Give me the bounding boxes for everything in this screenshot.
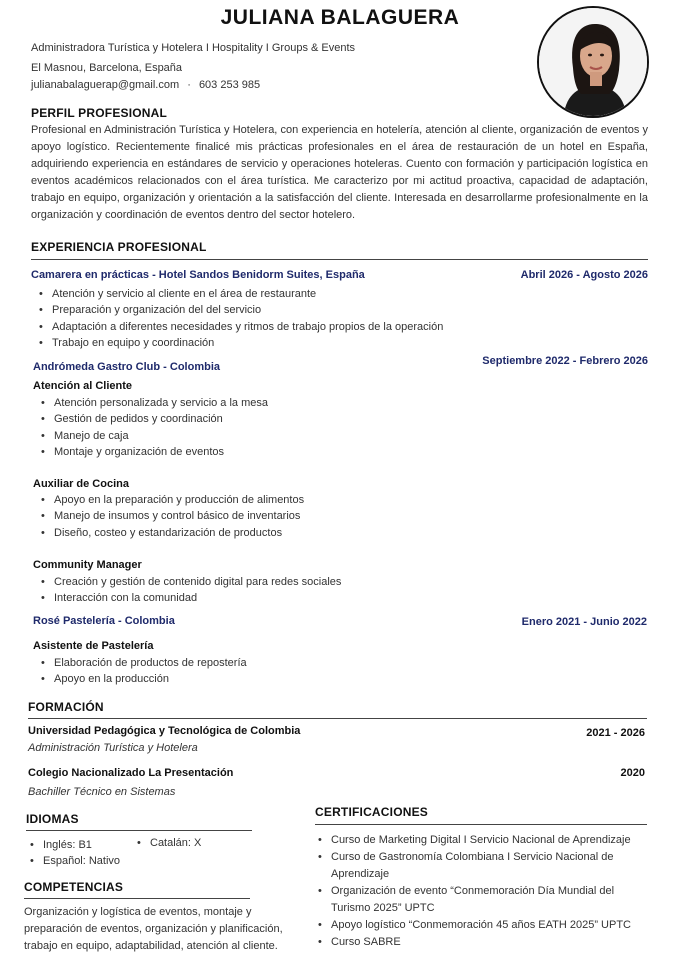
list-item: • Montaje y organización de eventos <box>39 444 599 460</box>
list-item: • Curso de Marketing Digital I Servicio Nacional de Aprendizaje <box>316 832 656 849</box>
skills-heading: COMPETENCIAS <box>24 880 124 894</box>
role-bullets-atencion <box>39 395 599 460</box>
profile-text: Profesional en Administración Turística y Hotelera, con experiencia en hotelería, atención al cliente, organización de eventos y apoyo logístico. Recientemente finalicé mis prácticas profesionales en el área de restauración de un hotel en España, adquiriendo experiencia en estándares de servicio y operaciones hoteleras. Cuento con formación y participación logística en eventos académicos relacionados con el área turística. Me caracterizo por mi actitud proactiva, capacidad de adaptación, trabajo en equipo, organización y orientación a la satisfacción del cliente. Interesada en desarrollarme profesionalmente en la organización y coordinación de eventos dentro del sector hotelero. <box>31 124 648 221</box>
job-bullets-hotel-sandos <box>37 286 597 351</box>
list-item: • Curso SABRE <box>316 934 656 951</box>
job-dates-hotel-sandos: Abril 2026 - Agosto 2026 <box>520 269 648 281</box>
list-item: • Interacción con la comunidad <box>39 590 599 606</box>
role-auxiliar-cocina: Auxiliar de Cocina <box>33 478 129 490</box>
contact-separator: · <box>187 79 191 91</box>
education-school-uptc: Universidad Pedagógica y Tecnológica de Colombia <box>28 725 301 737</box>
location: El Masnou, Barcelona, España <box>31 62 183 74</box>
list-item: • Creación y gestión de contenido digital para redes sociales <box>39 574 599 590</box>
list-item: • Organización de evento “Conmemoración Día Mundial del Turismo 2025” UPTC <box>316 883 656 917</box>
list-item: • Trabajo en equipo y coordinación <box>37 335 597 351</box>
contact-line <box>31 79 260 91</box>
portrait-image <box>539 8 649 118</box>
profile-heading: PERFIL PROFESIONAL <box>31 106 168 120</box>
job-title-andromeda: Andrómeda Gastro Club - Colombia <box>33 361 221 373</box>
list-item: • Apoyo en la preparación y producción de alimentos <box>39 492 599 508</box>
list-item: • Diseño, costeo y estandarización de productos <box>39 525 599 541</box>
skills-text: Organización y logística de eventos, montaje y preparación de eventos, organización y planificación, trabajo en equipo, adaptabilidad, atención al cliente. <box>24 906 283 952</box>
list-item: • Gestión de pedidos y coordinación <box>39 411 599 427</box>
list-item: • Manejo de caja <box>39 428 599 444</box>
job-title-hotel-sandos: Camarera en prácticas - Hotel Sandos Benidorm Suites, España <box>31 269 365 281</box>
languages-list-col1 <box>28 837 138 870</box>
job-title-rose-pasteleria: Rosé Pastelería - Colombia <box>33 615 175 627</box>
profile-photo <box>537 6 649 118</box>
role-bullets-pasteleria <box>39 655 599 688</box>
list-item: • Curso de Gastronomía Colombiana I Servicio Nacional de Aprendizaje <box>316 849 656 883</box>
list-item: • Atención personalizada y servicio a la mesa <box>39 395 599 411</box>
role-atencion-cliente: Atención al Cliente <box>33 380 133 392</box>
candidate-name: JULIANA BALAGUERA <box>220 6 460 29</box>
professional-title: Administradora Turística y Hotelera I Hospitality I Groups & Events <box>31 42 356 54</box>
certifications-list <box>316 832 656 951</box>
education-school-colegio: Colegio Nacionalizado La Presentación <box>28 767 234 779</box>
role-bullets-community <box>39 574 599 607</box>
list-item: • Preparación y organización del del servicio <box>37 302 597 318</box>
list-item: • Inglés: B1 <box>28 837 138 853</box>
education-dates-colegio: 2020 <box>620 767 645 779</box>
job-dates-andromeda: Septiembre 2022 - Febrero 2026 <box>482 355 648 367</box>
list-item: • Elaboración de productos de repostería <box>39 655 599 671</box>
list-item: • Catalán: X <box>135 835 245 851</box>
education-degree-uptc: Administración Turística y Hotelera <box>28 742 198 754</box>
list-item: • Atención y servicio al cliente en el área de restaurante <box>37 286 597 302</box>
role-asistente-pasteleria: Asistente de Pastelería <box>33 640 154 652</box>
phone-number: 603 253 985 <box>198 79 261 91</box>
skills-divider <box>24 898 250 899</box>
experience-divider <box>31 259 648 260</box>
education-divider <box>28 718 647 719</box>
list-item: • Manejo de insumos y control básico de inventarios <box>39 508 599 524</box>
certifications-divider <box>315 824 647 825</box>
education-heading: FORMACIÓN <box>28 700 104 714</box>
role-bullets-cocina <box>39 492 599 541</box>
list-item: • Apoyo en la producción <box>39 671 599 687</box>
experience-heading: EXPERIENCIA PROFESIONAL <box>31 240 207 254</box>
education-dates-uptc: 2021 - 2026 <box>586 727 645 739</box>
languages-list-col2 <box>135 835 245 851</box>
list-item: • Español: Nativo <box>28 853 138 869</box>
education-degree-colegio: Bachiller Técnico en Sistemas <box>28 786 176 798</box>
languages-heading: IDIOMAS <box>26 812 79 826</box>
list-item: • Apoyo logístico “Conmemoración 45 años EATH 2025” UPTC <box>316 917 656 934</box>
job-dates-rose-pasteleria: Enero 2021 - Junio 2022 <box>521 616 647 628</box>
languages-divider <box>26 830 252 831</box>
list-item: • Adaptación a diferentes necesidades y ritmos de trabajo propios de la operación <box>37 319 597 335</box>
certifications-heading: CERTIFICACIONES <box>315 805 429 819</box>
email-link[interactable]: julianabalaguerap@gmail.com <box>31 79 180 91</box>
role-community-manager: Community Manager <box>33 559 142 571</box>
